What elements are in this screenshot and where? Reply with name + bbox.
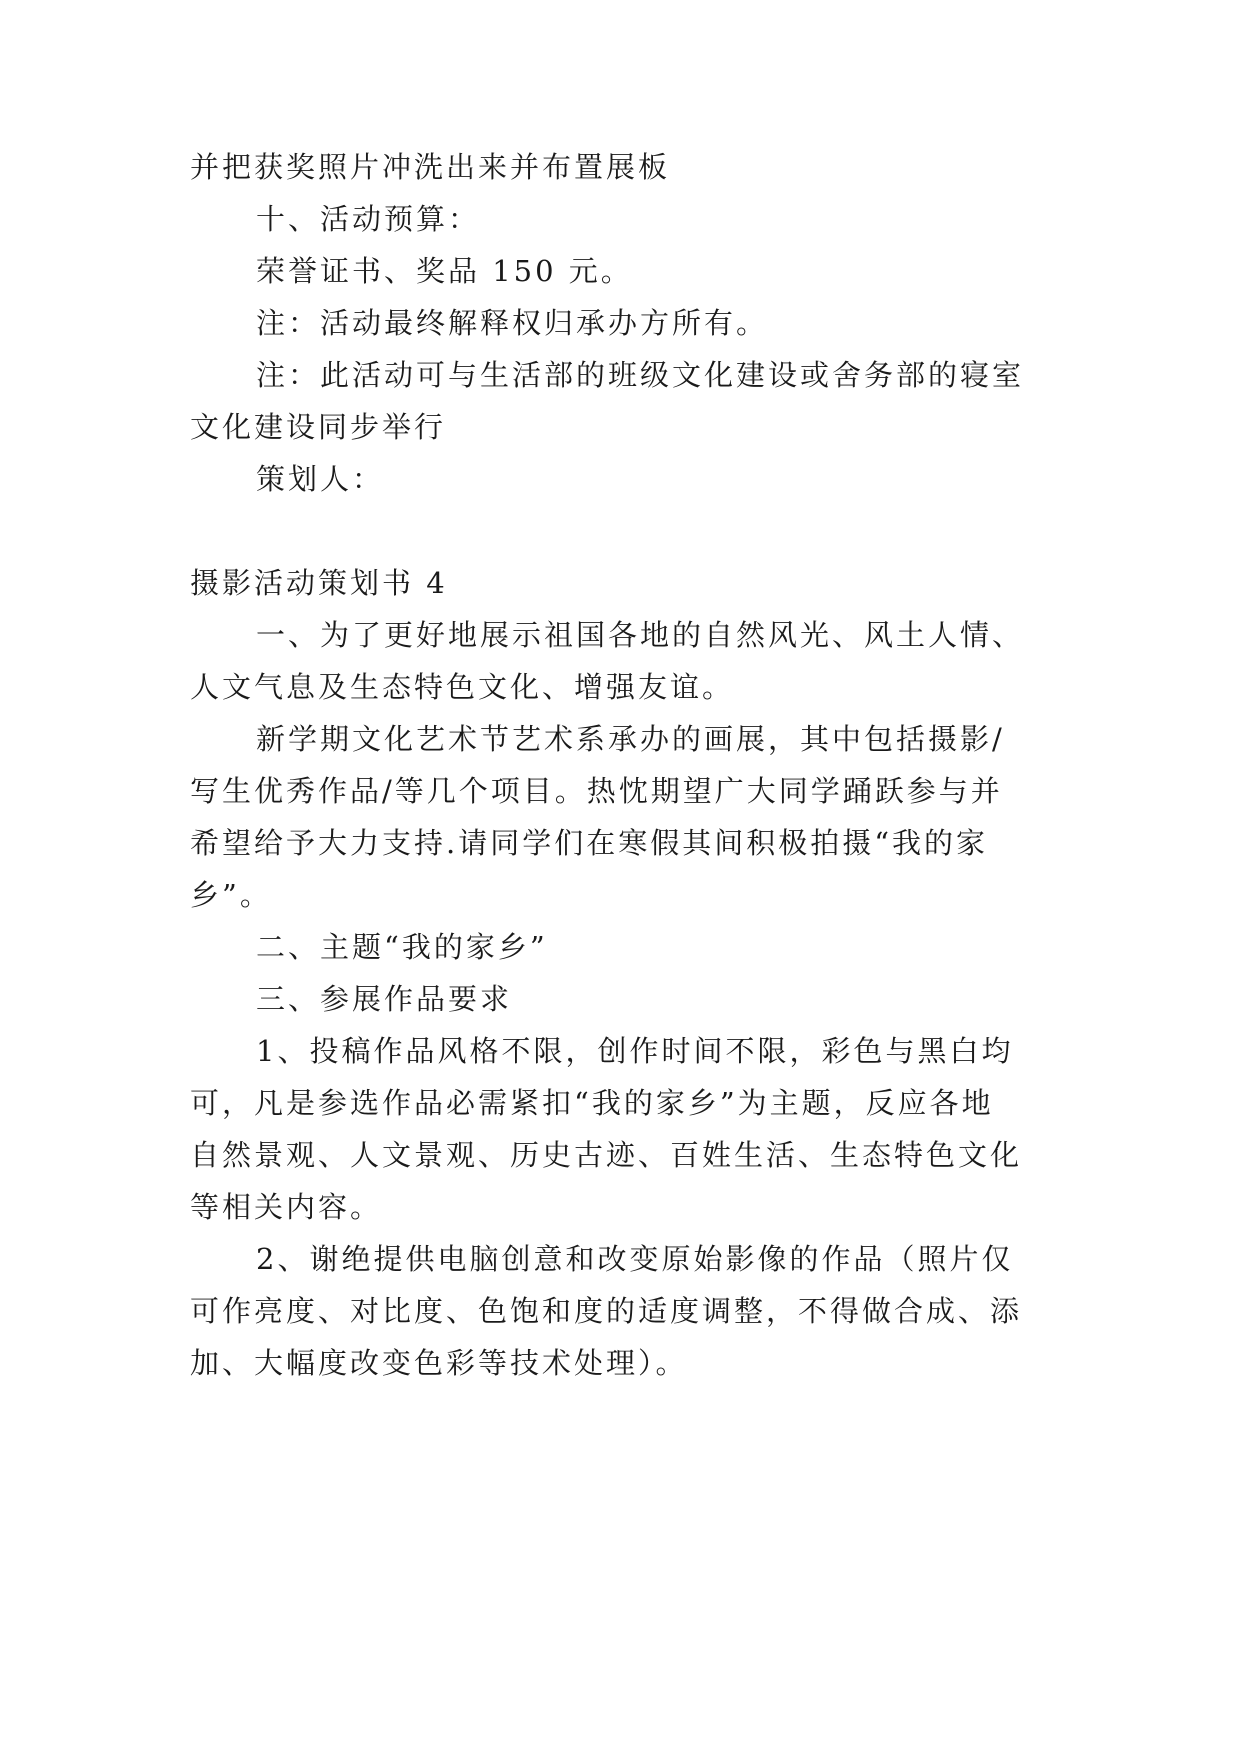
text-line: 文化建设同步举行: [190, 410, 447, 444]
text-line: 乡”。: [190, 878, 272, 912]
text-line: 写生优秀作品/等几个项目。热忱期望广大同学踊跃参与并: [190, 774, 1003, 808]
text-line: 荣誉证书、奖品 150 元。: [256, 254, 633, 288]
text-line: 新学期文化艺术节艺术系承办的画展，其中包括摄影/: [256, 722, 1005, 756]
text-line: 等相关内容。: [190, 1190, 383, 1224]
section-heading-requirements: 三、参展作品要求: [256, 982, 513, 1016]
text-line: 自然景观、人文景观、历史古迹、百姓生活、生态特色文化: [190, 1138, 1023, 1172]
text-line: 可，凡是参选作品必需紧扣“我的家乡”为主题，反应各地: [190, 1086, 994, 1120]
text-line: 1、投稿作品风格不限，创作时间不限，彩色与黑白均: [256, 1034, 1014, 1068]
text-line: 人文气息及生态特色文化、增强友谊。: [190, 670, 735, 704]
note-line: 注：此活动可与生活部的班级文化建设或舍务部的寝室: [256, 358, 1025, 392]
text-line: 可作亮度、对比度、色饱和度的适度调整，不得做合成、添: [190, 1294, 1023, 1328]
text-line: 2、谢绝提供电脑创意和改变原始影像的作品（照片仅: [256, 1242, 1014, 1276]
text-line: 希望给予大力支持.请同学们在寒假其间积极拍摄“我的家: [190, 826, 989, 860]
section-heading-purpose: 一、为了更好地展示祖国各地的自然风光、风土人情、: [256, 618, 1025, 652]
text-line: 加、大幅度改变色彩等技术处理）。: [190, 1346, 688, 1380]
planner-line: 策划人：: [256, 462, 385, 496]
document-title: 摄影活动策划书 4: [190, 566, 448, 600]
section-heading-budget: 十、活动预算：: [256, 202, 481, 236]
text-line: 并把获奖照片冲洗出来并布置展板: [190, 150, 671, 184]
section-heading-theme: 二、主题“我的家乡”: [256, 930, 548, 964]
note-line: 注：活动最终解释权归承办方所有。: [256, 306, 769, 340]
